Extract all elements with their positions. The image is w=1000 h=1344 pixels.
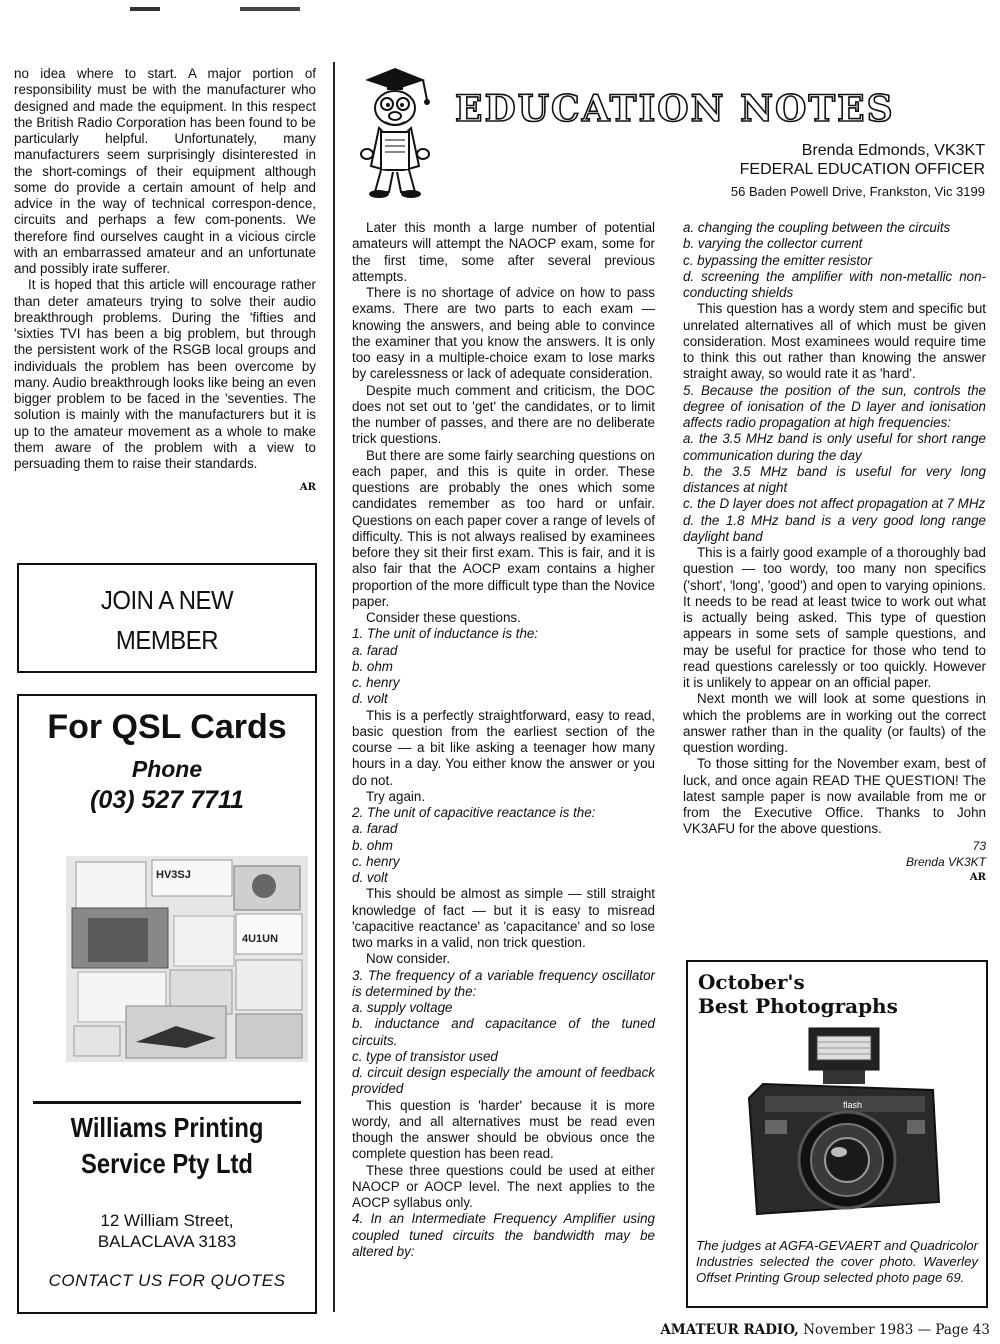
middle-paragraph: Try again. (366, 788, 426, 804)
printer-name-line-2: Service Pty Ltd (81, 1148, 253, 1179)
left-end-mark: AR (299, 482, 316, 494)
author-role: FEDERAL EDUCATION OFFICER (739, 161, 985, 178)
best-photographs-box (686, 960, 988, 1308)
qsl-cards-photo (66, 856, 308, 1062)
join-line-2: MEMBER (115, 625, 219, 655)
right-column-blocks (683, 220, 986, 838)
middle-question-line: 2. The unit of capacitive reactance is the: (352, 805, 596, 820)
qsl-card-callsign-2: 4U1UN (242, 933, 279, 945)
column-divider (333, 62, 335, 1312)
left-paragraph-2: It is hoped that this article will encourage rather than deter amateurs trying to solve their audio breakthrough problems. During the 'fifties and 'sixties TVI has been a big problem, but through the persistent work of the RSGB local groups and individuals the problem has been overcome by many. Audio breakthrough looks like being an even bigger problem to be faced in the 'seventies. The solution is mainly with the manufacturers but it is up to the amateur movement as a whole to make them aware of the problem with a view to persuading them to raise their standards. (14, 277, 316, 471)
qsl-ad-divider (33, 1101, 301, 1104)
photo-box-title-line-1: October's (698, 970, 805, 994)
middle-question-line: d. circuit design especially the amount of feedback provided (352, 1065, 655, 1097)
camera-flash-label: flash (843, 1100, 863, 1110)
qsl-cards-advertisement (17, 694, 317, 1314)
tail-number: 73 (972, 838, 986, 853)
right-question-line: c. bypassing the emitter resistor (683, 252, 873, 268)
author-name: Brenda Edmonds, VK3KT (801, 142, 985, 159)
author-address: 56 Baden Powell Drive, Frankston, Vic 3199 (730, 184, 985, 199)
right-paragraph: This is a fairly good example of a thoroughly bad question — too wordy, too many non specifics ('short', 'long', 'good') and open to varying opinions. It needs to be read at least twice to work out what is actually being asked. This type of question appears in some sets of sample questions, and may be useful for practice for those who tend to read questions carelessly or too quickly. However it is unlikely to appear on an official paper. (683, 545, 986, 690)
middle-question-line: d. volt (352, 870, 388, 885)
left-paragraph-1: no idea where to start. A major portion of responsibility must be with the manufacturer who designed and made the equipment. In this respect the British Radio Corporation has been found to be particularly helpful. Unfortunately, many manufacturers seem surprisingly disinterested in the short-comings of their equipment although some do provide a certain amount of help and advice in the way of technical correspon-dence, circuits and perhaps a few com-ponents. We therefore find ourselves caught in a vicious circle with an embarrassed amateur and an unfortunate and possibly irate sufferer. (14, 66, 316, 276)
middle-question-line: b. inductance and capacitance of the tuned circuits. (352, 1016, 655, 1048)
middle-question-line: c. type of transistor used (352, 1048, 498, 1064)
right-question-line: b. the 3.5 MHz band is useful for very long distances at night (683, 463, 986, 495)
join-line-1: JOIN A NEW (100, 585, 234, 615)
left-article-column (14, 66, 316, 497)
middle-question-line: c. henry (352, 675, 400, 690)
right-question-line: 5. Because the position of the sun, controls the degree of ionisation of the D layer and ionisation affects radio propagation at high frequencies: (683, 382, 986, 430)
middle-paragraph: Later this month a large number of potential amateurs will attempt the NAOCP exam, some for the first time, some after several previous attempts. (352, 220, 655, 284)
right-end-mark: AR (969, 872, 986, 883)
qsl-ad-title: For QSL Cards (47, 708, 287, 746)
right-paragraph: This question has a wordy stem and specific but unrelated alternatives all of which must be given consideration. Most examinees would require time to think this out rather than knowing the answer straight away, so would rate it as 'hard'. (683, 301, 986, 382)
middle-question-line: b. ohm (352, 658, 393, 674)
middle-question-line: a. farad (352, 642, 398, 658)
photo-box-title-line-2: Best Photographs (698, 994, 898, 1018)
right-question-line: a. changing the coupling between the circuits (683, 220, 951, 235)
footer-publication: AMATEUR RADIO, (660, 1322, 799, 1338)
middle-paragraph: These three questions could be used at either NAOCP or AOCP level. The next applies to the AOCP syllabus only. (352, 1162, 655, 1210)
right-question-line: d. screening the amplifier with non-metallic non-conducting shields (683, 268, 986, 300)
right-question-line: a. the 3.5 MHz band is only useful for short range communication during the day (683, 431, 986, 463)
middle-question-line: b. ohm (352, 837, 393, 853)
qsl-phone-label: Phone (131, 756, 203, 782)
top-edge-fragment (120, 0, 320, 6)
join-a-new-member-box (17, 563, 317, 673)
right-article-column (683, 220, 986, 886)
middle-paragraph: Despite much comment and criticism, the DOC does not set out to 'get' the candidates, or to limit the number of passes, and there are no deliberate trick questions. (352, 382, 655, 447)
middle-question-line: a. farad (352, 821, 398, 837)
middle-question-line: 4. In an Intermediate Frequency Amplifier using coupled tuned circuits the bandwidth may be altered by: (352, 1211, 655, 1259)
right-question-line: d. the 1.8 MHz band is a very good long range daylight band (683, 512, 986, 544)
right-question-line: b. varying the collector current (683, 236, 863, 252)
middle-question-line: a. supply voltage (352, 1000, 453, 1015)
printer-city: BALACLAVA 3183 (97, 1232, 237, 1251)
printer-name-line-1: Williams Printing (70, 1112, 264, 1143)
middle-question-line: 3. The frequency of a variable frequency oscillator is determined by the: (352, 967, 655, 999)
middle-paragraph: But there are some fairly searching questions on each paper, and this is quite in order. These questions are probably the ones which some candidates remember as too hard or unfair. Questions on each paper cover a range of levels of difficulty. This is not always realised by examinees before they sit their first exam. This is fair, and it is also fair that the AOCP exam contains a higher proportion of the more difficult type than the Novice paper. (352, 447, 655, 609)
middle-paragraph: Consider these questions. (366, 610, 521, 625)
signature: Brenda VK3KT (905, 854, 986, 869)
middle-question-line: 1. The unit of inductance is the: (352, 626, 539, 642)
qsl-phone-number: (03) 527 7711 (90, 786, 244, 814)
page-footer (610, 1322, 990, 1338)
footer-issue: November 1983 — Page 43 (803, 1322, 990, 1338)
camera-illustration (743, 1024, 943, 1224)
right-paragraph: To those sitting for the November exam, best of luck, and once again READ THE QUESTION! The latest sample paper is now available from me or from the Executive Office. Thanks to John VK3AFU for the above questions. (683, 756, 986, 837)
section-title: EDUCATION NOTES (455, 88, 895, 130)
middle-paragraph: This is a perfectly straightforward, easy to read, basic question from the earliest section of the course — a bit like asking a teenager how many hours in a day. You either know the answer or you do not. (352, 707, 655, 788)
middle-paragraph: This should be almost as simple — still straight knowledge of fact — but it is easy to misread 'capacitive reactance' as 'capacitance' and so lose two marks in a valid, non trick question. (352, 886, 655, 950)
printer-call-to-action: CONTACT US FOR QUOTES (48, 1271, 286, 1290)
middle-paragraph: Now consider. (366, 951, 451, 967)
middle-question-line: c. henry (352, 853, 400, 869)
photo-caption: The judges at AGFA-GEVAERT and Quadricolor Industries selected the cover photo. Waverley Offset Printing Group selected photo page 69. (696, 1238, 978, 1285)
middle-paragraph: There is no shortage of advice on how to pass exams. There are two parts to each exam — knowing the answers, and being able to convince the examiner that you know the answers. It is only too easy in a multiple-choice exam to lose marks by carelessness or lack of adequate consideration. (352, 285, 655, 382)
middle-paragraph: This question is 'harder' because it is more wordy, and all alternatives must be read even though the answer should be obvious once the complete question has been read. (352, 1097, 655, 1162)
qsl-card-callsign-1: HV3SJ (156, 869, 191, 881)
graduate-mascot-illustration (345, 66, 445, 200)
middle-article-column (352, 220, 655, 1260)
right-question-line: c. the D layer does not affect propagation at 7 MHz (683, 496, 986, 512)
printer-street: 12 William Street, (100, 1211, 234, 1230)
right-paragraph: Next month we will look at some questions in which the problems are in working out the correct answer rather than in the quality (or faults) of the question wording. (683, 691, 986, 755)
middle-question-line: d. volt (352, 691, 388, 707)
